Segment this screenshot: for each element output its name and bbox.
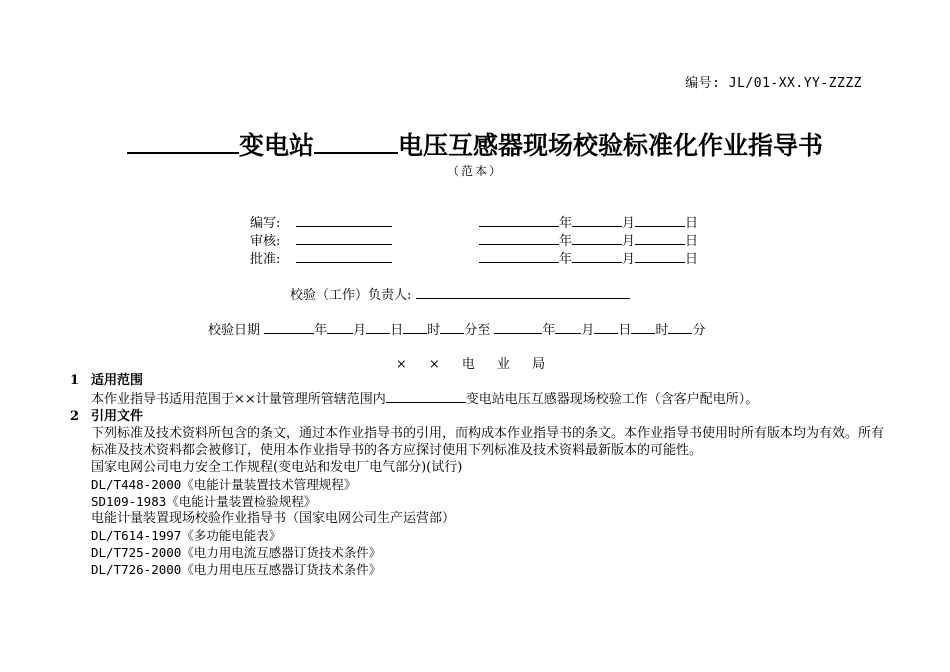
title-part2: 电压互感器现场校验标准化作业指导书 [398,131,824,160]
approver-date [479,249,698,269]
to-separator: 至 [477,323,491,338]
start-year-blank[interactable] [264,320,314,334]
month-unit: 月 [622,252,636,267]
signature-row-author [250,213,392,233]
scope-substation-blank[interactable] [386,389,466,403]
end-year-blank[interactable] [494,320,542,334]
year-blank[interactable] [479,231,559,245]
month-unit: 月 [581,323,595,338]
end-month-blank[interactable] [555,320,581,334]
day-blank[interactable] [635,213,685,227]
minute-unit: 分 [692,323,706,338]
reviewer-name-blank[interactable] [296,231,392,245]
end-day-blank[interactable] [594,320,618,334]
month-blank[interactable] [572,249,622,263]
signature-label: 编写: [250,216,281,231]
document-subtitle: （范本） [446,164,503,178]
section-title: 引用文件 [91,409,144,424]
reference-item: DL/T448-2000《电能计量装置技术管理规程》 [91,477,357,492]
reference-item: DL/T614-1997《多功能电能表》 [91,528,282,543]
section-number: 1 [70,373,80,388]
reference-item: SD109-1983《电能计量装置检验规程》 [91,494,317,509]
scope-text-before: 本作业指导书适用范围于××计量管理所管辖范围内 [91,392,386,407]
responsible-name-blank[interactable] [416,285,630,299]
reference-item: 国家电网公司电力安全工作规程(变电站和发电厂电气部分)(试行) [91,460,463,475]
document-title [0,126,950,162]
reference-item: DL/T726-2000《电力用电压互感器订货技术条件》 [91,562,382,577]
month-unit: 月 [353,323,367,338]
responsible-person-row [290,284,630,303]
day-unit: 日 [685,252,699,267]
reference-item: 电能计量装置现场校验作业指导书（国家电网公司生产运营部） [91,511,456,526]
month-unit: 月 [622,216,636,231]
check-date-row [208,319,705,338]
author-date [479,213,698,233]
hour-unit: 时 [655,323,669,338]
reviewer-date [479,231,698,251]
day-unit: 日 [685,234,699,249]
author-name-blank[interactable] [296,213,392,227]
year-blank[interactable] [479,249,559,263]
year-unit: 年 [559,252,573,267]
section-number: 2 [70,409,80,424]
substation-name-blank[interactable] [127,127,239,154]
document-body [70,372,890,578]
bureau-name: × × 电 业 局 [395,357,555,372]
year-unit: 年 [559,216,573,231]
day-blank[interactable] [635,249,685,263]
day-blank[interactable] [635,231,685,245]
section-title: 适用范围 [91,373,144,388]
start-day-blank[interactable] [366,320,390,334]
signature-label: 审核: [250,234,281,249]
signature-label: 批准: [250,252,281,267]
end-minute-blank[interactable] [668,320,692,334]
year-unit: 年 [314,323,328,338]
references-intro: 下列标准及技术资料所包含的条文，通过本作业指导书的引用，而构成本作业指导书的条文。本作业指导书使用时所有版本均为有效。所有标准及技术资料都会被修订，使用本作业指导书的各方应探讨使用下列标准及技术资料最新版本的可能性。 [91,426,885,458]
scope-paragraph [70,389,890,408]
hour-unit: 时 [427,323,441,338]
scope-text-after: 变电站电压互感器现场校验工作（含客户配电所）。 [465,392,759,407]
reference-item: DL/T725-2000《电力用电流互感器订货技术条件》 [91,545,382,560]
end-hour-blank[interactable] [631,320,655,334]
day-unit: 日 [685,216,699,231]
minute-unit: 分 [464,323,478,338]
section-heading-scope [70,372,890,389]
month-blank[interactable] [572,231,622,245]
year-unit: 年 [559,234,573,249]
check-date-label: 校验日期 [208,323,261,338]
signature-row-reviewer [250,231,392,251]
day-unit: 日 [390,323,404,338]
responsible-label: 校验（工作）负责人: [290,288,412,303]
month-unit: 月 [622,234,636,249]
substation-number-blank[interactable] [314,127,398,154]
year-unit: 年 [542,323,556,338]
approver-name-blank[interactable] [296,249,392,263]
day-unit: 日 [618,323,632,338]
document-number: 编号: JL/01-XX.YY-ZZZZ [685,76,862,91]
year-blank[interactable] [479,213,559,227]
start-hour-blank[interactable] [403,320,427,334]
section-heading-references [70,408,890,425]
month-blank[interactable] [572,213,622,227]
start-minute-blank[interactable] [440,320,464,334]
signature-row-approver [250,249,392,269]
start-month-blank[interactable] [327,320,353,334]
title-part1: 变电站 [238,131,314,160]
